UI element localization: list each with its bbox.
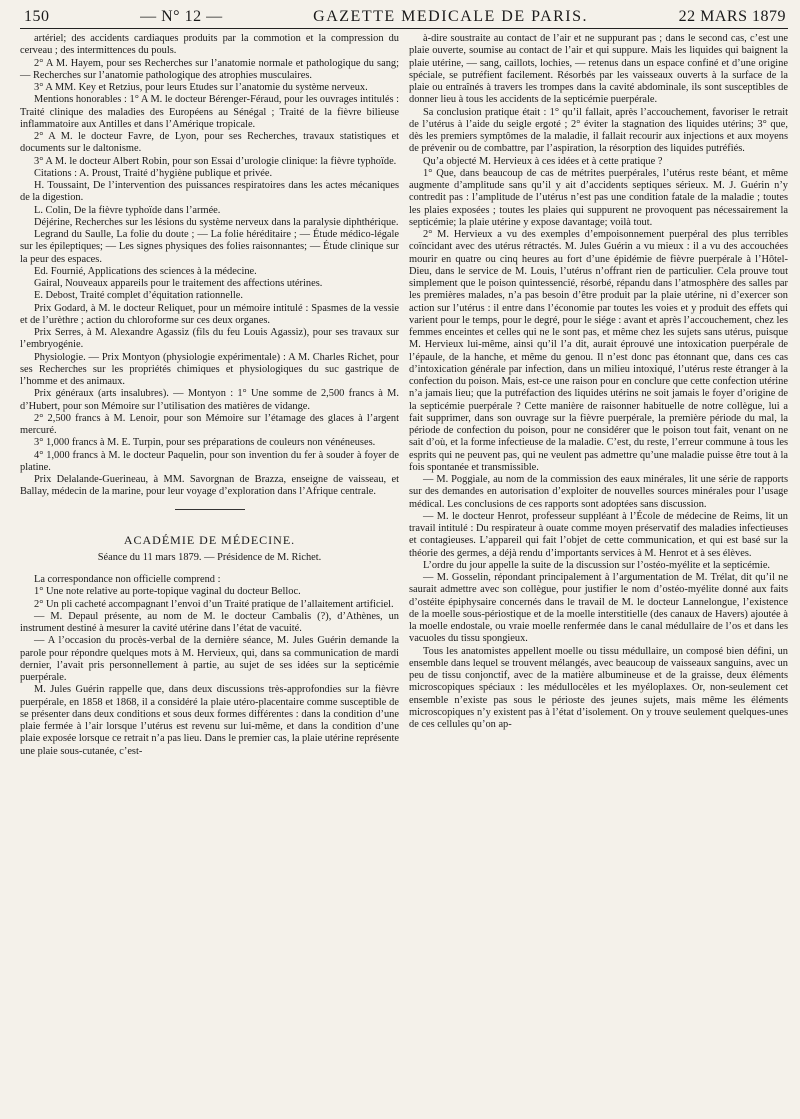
- divider: [175, 509, 245, 510]
- paragraph: 1° Que, dans beaucoup de cas de métrites puerpérales, l’utérus reste béant, et même augmente d’amplitude sans qu’il y ait d’accidents septiques sérieux. M. J. Guérin n’y contredit pas : l’amplitude de l’utérus n’est pas une condition fatale de la maladie ; toutes les plaies exposées ; toutes les plaies qui suppurent ne provoquent pas nécessairement la septicémie; la plaie utérine y expose davantage; voilà tout.: [409, 167, 788, 228]
- paragraph: 2° M. Hervieux a vu des exemples d’empoisonnement puerpéral des plus terribles coïncidant avec des utérus rétractés. M. Jules Guérin a vu mieux : il a vu des accouchées mourir en quatre ou cinq heures au fort d’une épidémie de fièvre puerpérale à l’Hôtel-Dieu, dans le service de M. Louis, l’utérus n’offrant rien de particulier. Cela prouve tout simplement que le poison quintessencié, résorbé, répandu dans l’atmosphère des salles par les premières malades, n’a pas besoin d’être produit par la plaie utérine, ni d’exercer son action sur l’utérus : il entre dans l’économie par toutes les voies et y produit des effets qui varient pour le temps, pour le degré, pour le siége : avant et après l’accouchement, chez les femmes enceintes et celles qui ne le sont pas, et même chez les sujets sans utérus, puisque M. Hervieux lui-même, ainsi qu’il l’a dit, aurait éprouvé une intoxication puerpérale de l’épaule, de la hanche, et même du genou. Il n’est donc pas étonnant que, dans ces cas d’intoxication générale par infection, dans un milieu intoxiqué, l’utérus reste étranger à la confection du poison. Mais, est-ce une raison pour en conclure que cette confection utérine n’a jamais lieu; que la putréfaction des liquides utérins ne soit jamais le foyer d’origine de la septicémie puerpérale ? Cette manière de raisonner habituelle de notre collègue, lui a fait supprimer, dans son ouvrage sur la fièvre puerpérale, la première période du mal, la période de confection du poison, pour ne considérer que le poison tout fait, venant on ne sait d’où, et la forme infectieuse de la maladie. C’est, du reste, l’erreur commune à tous les esprits qui ne peuvent pas, qui ne veulent pas admettre qu’une maladie puisse être tout à la fois spontanée et transmissible.: [409, 229, 788, 473]
- paragraph: Tous les anatomistes appellent moelle ou tissu médullaire, un composé bien défini, un ensemble dans lequel se trouvent mélangés, avec beaucoup de vaisseaux sanguins, avec un peu de tissu conjonctif, avec de la matière albumineuse et de la graisse, deux éléments microscopiques spéciaux : les médullocèles et les myéloplaxes. Or, non-seulement cet ensemble n’existe pas sous le périoste des jeunes sujets, mais même les éléments microscopiques n’y existent pas à l’état d’isolement. On y trouve seulement quelques-unes de ces cellules qu’on ap-: [409, 645, 788, 730]
- paragraph: 2° A M. Hayem, pour ses Recherches sur l’anatomie normale et pathologique du sang; — Recherches sur l’anatomie pathologique des atrophies musculaires.: [20, 57, 399, 81]
- paragraph: à-dire soustraite au contact de l’air et ne suppurant pas ; dans le second cas, c’est une plaie ouverte, soumise au contact de l’air et qui suppure. Mais les liquides qui baignent la plaie utérine, — sang, caillots, lochies, — retenus dans un espace confiné et d’une origine spéciale, se putréfient facilement. Résorbés par les vaisseaux ouverts à la surface de la plaie ou entraînés à travers les trompes dans la cavité abdominale, ils sont susceptibles de donner lieu à tous les accidents de la septicémie puerpérale.: [409, 33, 788, 106]
- page-number: 150: [24, 8, 50, 25]
- paragraph: Citations : A. Proust, Traité d’hygiène publique et privée.: [34, 167, 273, 179]
- paragraph: 2° A M. le docteur Favre, de Lyon, pour ses Recherches, travaux statistiques et documents sur le daltonisme.: [20, 131, 399, 155]
- paragraph: Déjérine, Recherches sur les lésions du système nerveux dans la paralysie diphthérique.: [34, 216, 399, 228]
- paragraph: Prix Delalande-Guerineau, à MM. Savorgnan de Brazza, enseigne de vaisseau, et Ballay, médecin de la marine, pour leur voyage d’exploration dans l’Afrique centrale.: [20, 474, 399, 498]
- paragraph: 3° 1,000 francs à M. E. Turpin, pour ses préparations de couleurs non vénéneuses.: [34, 437, 376, 449]
- paragraph: 4° 1,000 francs à M. le docteur Paquelin, pour son invention du fer à souder à foyer de platine.: [20, 449, 399, 473]
- issue-number: — N° 12 —: [140, 8, 223, 25]
- paragraph: 3° A M. le docteur Albert Robin, pour son Essai d’urologie clinique: la fièvre typhoïde.: [34, 155, 397, 167]
- paragraph: 3° A MM. Key et Retzius, pour leurs Etudes sur l’anatomie du système nerveux.: [34, 82, 368, 93]
- paragraph: Ed. Fournié, Applications des sciences à la médecine.: [34, 265, 257, 277]
- paragraph: — M. le docteur Henrot, professeur suppléant à l’École de médecine de Reims, lit un travail intitulé : Du respirateur à ouate comme moyen préservatif des maladies infectieuses et contagieuses. L’appareil qui fait l’objet de cette communication, et qui est basé sur la théorie des germes, a déjà rendu d’importants services à M. Henrot et à ses élèves.: [409, 510, 788, 559]
- section-title: ACADÉMIE DE MÉDECINE.: [123, 532, 296, 547]
- paragraph: Prix Godard, à M. le docteur Reliquet, pour un mémoire intitulé : Spasmes de la vessie et de l’urèthre ; action du chloroforme sur ces deux organes.: [20, 302, 399, 326]
- paragraph: L’ordre du jour appelle la suite de la discussion sur l’ostéo-myélite et la septicémie.: [423, 559, 771, 571]
- page-header: [20, 8, 788, 29]
- paragraph: Gairal, Nouveaux appareils pour le traitement des affections utérines.: [34, 278, 323, 289]
- paragraph: L. Colin, De la fièvre typhoïde dans l’armée.: [34, 204, 221, 216]
- paragraph: Physiologie. — Prix Montyon (physiologie expérimentale) : A M. Charles Richet, pour ses Recherches sur les propriétés chimiques et physiologiques du suc gastrique de l’homme et des animaux.: [20, 351, 399, 387]
- paragraph: E. Debost, Traité complet d’équitation rationnelle.: [34, 290, 243, 302]
- paragraph: — M. Gosselin, répondant principalement à l’argumentation de M. Trélat, dit qu’il ne saurait admettre avec son collègue, pour justifier le nom d’ostéo-myélite donné aux faits d’ostéite épiphysaire concernés dans le travail de M. le docteur Lannelongue, l’existence de la moelle sous-périostique et de la moelle interstitielle (des canaux de Havers) ajoutée à la moelle endostale, ou vraie moelle renfermée dans le canal médullaire de l’os et dans les vacuoles du tissu spongieux.: [409, 572, 788, 645]
- issue-date: 22 MARS 1879: [678, 8, 786, 25]
- paragraph: Qu’a objecté M. Hervieux à ces idées et à cette pratique ?: [423, 155, 663, 167]
- paragraph: 1° Une note relative au porte-topique vaginal du docteur Belloc.: [34, 586, 301, 598]
- right-column: [409, 33, 788, 758]
- paragraph: — A l’occasion du procès-verbal de la dernière séance, M. Jules Guérin demande la parole pour répondre quelques mots à M. Hervieux, qui, dans sa communication de mardi dernier, l’avait pris personnellement à partie, au sujet de ses idées sur la septicémie puerpérale.: [20, 635, 399, 683]
- paragraph: — M. Depaul présente, au nom de M. le docteur Cambalis (?), d’Athènes, un instrument destiné à mesurer la cavité utérine dans l’état de vacuité.: [20, 610, 399, 634]
- section-header: [20, 509, 399, 565]
- left-column: [20, 33, 399, 758]
- paragraph: 2° Un pli cacheté accompagnant l’envoi d’un Traité pratique de l’allaitement artificiel.: [34, 598, 394, 610]
- paragraph: M. Jules Guérin rappelle que, dans deux discussions très-approfondies sur la fièvre puerpérale, en 1858 et 1868, il a considéré la plaie utéro-placentaire comme susceptible de se présenter dans deux conditions et sous deux formes différentes : dans la condition d’une plaie fermée à l’air lorsque l’utérus est revenu sur lui-même, et dans la condition d’une plaie exposée lorsque ce retrait n’a pas lieu. Dans le premier cas, la plaie utérine représente une plaie sous-cutanée, c’est-: [20, 684, 399, 757]
- journal-title: GAZETTE MEDICALE DE PARIS.: [313, 8, 589, 25]
- paragraph: 2° 2,500 francs à M. Lenoir, pour son Mémoire sur l’étamage des glaces à l’argent mercuré.: [20, 412, 399, 436]
- paragraph: Prix Serres, à M. Alexandre Agassiz (fils du feu Louis Agassiz), pour ses travaux sur l’embryogénie.: [20, 327, 399, 351]
- paragraph: La correspondance non officielle comprend :: [34, 574, 221, 585]
- paragraph: Mentions honorables : 1° A M. le docteur Bérenger-Féraud, pour les ouvrages intitulés : Traité clinique des maladies des Européens au Sénégal ; Traité de la fièvre bilieuse inflammatoire aux Antilles et dans l’Amérique tropicale.: [20, 94, 399, 130]
- paragraph: — M. Poggiale, au nom de la commission des eaux minérales, lit une série de rapports sur des demandes en autorisation d’exploiter de nouvelles sources minérales pour l’usage médical. Les conclusions de ces rapports sont adoptées sans discussion.: [409, 474, 788, 510]
- paragraph: Prix généraux (arts insalubres). — Montyon : 1° Une somme de 2,500 francs à M. d’Hubert, pour son Mémoire sur l’utilisation des matières de vidange.: [20, 388, 399, 412]
- paragraph: Legrand du Saulle, La folie du doute ; — La folie héréditaire ; — Étude médico-légale sur les épileptiques; — Les signes physiques des folies raisonnantes; — Étude clinique sur la peur des espaces.: [20, 229, 399, 265]
- paragraph: artériel; des accidents cardiaques produits par la commotion et la compression du cerveau ; des intermittences du pouls.: [20, 33, 399, 57]
- session-info: Séance du 11 mars 1879. — Présidence de M. Richet.: [97, 551, 322, 563]
- paragraph: Sa conclusion pratique était : 1° qu’il fallait, après l’accouchement, favoriser le retrait de l’utérus à l’aide du seigle ergoté ; 2° éviter la stagnation des liquides utérins; 3° que, dès les premiers symptômes de la maladie, il fallait recourir aux injections et aux moyens de prévenir ou de combattre, par l’aspiration, la résorption des liquides putréfiés.: [409, 106, 788, 155]
- paragraph: H. Toussaint, De l’intervention des puissances respiratoires dans les actes mécaniques de la digestion.: [20, 180, 399, 204]
